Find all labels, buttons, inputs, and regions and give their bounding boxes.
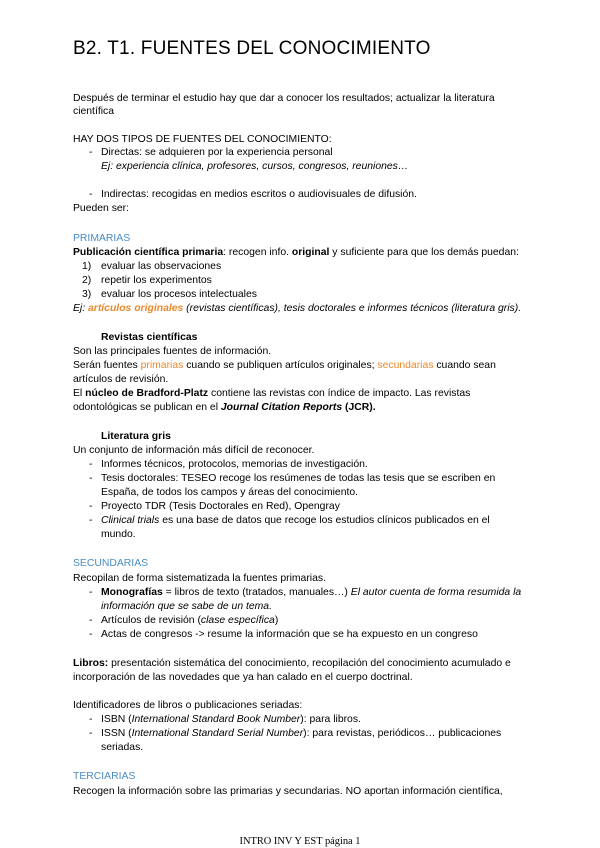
page-title: B2. T1. FUENTES DEL CONOCIMIENTO xyxy=(73,38,431,59)
directas-example: Ej: experiencia clínica, profesores, cursos, congresos, reuniones… xyxy=(101,161,409,172)
ex-highlight: artículos originales xyxy=(88,303,184,314)
identificadores-heading: Identificadores de libros o publicaciones seriadas: xyxy=(73,700,303,711)
list-item-number: 3) xyxy=(82,289,92,300)
text-span: El xyxy=(73,388,86,399)
text-span: International Standard Serial Number xyxy=(131,728,304,739)
bullet-dash: - xyxy=(89,587,93,598)
bullet-dash: - xyxy=(89,515,93,526)
text-span: International Standard Book Number xyxy=(131,714,301,725)
text-span: es una base de datos que recoge los estudios clínicos publicados en el xyxy=(159,515,490,526)
text-span: ISBN ( xyxy=(101,714,132,725)
text-span: cuando sean xyxy=(433,360,496,371)
bullet-dash: - xyxy=(89,728,93,739)
text-span: Serán fuentes xyxy=(73,360,141,371)
gris-item-4-cont: mundo. xyxy=(101,529,136,540)
secundarias-heading: SECUNDARIAS xyxy=(73,558,149,569)
bullet-dash: - xyxy=(89,714,93,725)
gris-item-2: Tesis doctorales: TESEO recoge los resúmenes de todas las tesis que se escriben en xyxy=(101,473,496,484)
bullet-dash: - xyxy=(89,189,93,200)
def-text-2: y suficiente para que los demás puedan: xyxy=(329,247,519,258)
types-heading: HAY DOS TIPOS DE FUENTES DEL CONOCIMIENTO: xyxy=(73,134,332,145)
terciarias-line-1: Recogen la información sobre las primarias y secundarias. NO aportan información científica, xyxy=(73,786,503,797)
text-span: = libros de texto (tratados, manuales…) xyxy=(162,587,351,598)
bullet-dash: - xyxy=(89,473,93,484)
revistas-line-4 xyxy=(73,387,470,401)
text-span: ): para revistas, periódicos… publicaciones xyxy=(303,728,502,739)
secundarias-highlight: secundarias xyxy=(377,360,434,371)
bradford-bold: núcleo de Bradford-Platz xyxy=(85,388,209,399)
bullet-dash: - xyxy=(89,501,93,512)
secundarias-intro: Recopilan de forma sistematizada la fuentes primarias. xyxy=(73,573,326,584)
list-item-number: 1) xyxy=(82,261,92,272)
libros-bold: Libros: xyxy=(73,658,109,669)
text-span: contiene las revistas con índice de impacto. Las revistas xyxy=(208,388,471,399)
gris-item-1: Informes técnicos, protocolos, memorias de investigación. xyxy=(101,459,368,470)
ex-rest: (revistas científicas), tesis doctorales e informes técnicos (literatura gris). xyxy=(183,303,522,314)
actas-item: Actas de congresos -> resume la información que se ha expuesto en un congreso xyxy=(101,629,478,640)
monografias-cont: información que se sabe de un tema. xyxy=(101,601,272,612)
def-bold-2: original xyxy=(291,247,330,258)
bullet-dash: - xyxy=(89,615,93,626)
def-text-1: recogen info. xyxy=(226,247,292,258)
isbn-item xyxy=(101,713,361,727)
jcr-abbr: (JCR). xyxy=(342,402,376,413)
gris-item-2-cont: España, de todos los campos y áreas del conocimiento. xyxy=(101,487,359,498)
text-span: odontológicas se publican en el xyxy=(73,402,221,413)
text-span: Artículos de revisión ( xyxy=(101,615,201,626)
monografias-item xyxy=(101,586,521,600)
directas-text: Directas: se adquieren por la experiencia personal xyxy=(101,147,333,158)
revistas-line-1: Son las principales fuentes de información. xyxy=(73,346,272,357)
jcr-title: Journal Citation Reports xyxy=(220,402,343,413)
def-colon: : xyxy=(223,247,227,258)
text-span: ISSN ( xyxy=(101,728,132,739)
revistas-line-3: artículos de revisión. xyxy=(73,374,169,385)
indirectas-text: Indirectas: recogidas en medios escritos o audiovisuales de difusión. xyxy=(101,189,417,200)
bullet-dash: - xyxy=(89,629,93,640)
bullet-dash: - xyxy=(89,459,93,470)
gris-item-4 xyxy=(101,514,490,528)
primarias-definition xyxy=(73,246,519,260)
revistas-line-5 xyxy=(73,401,376,415)
gris-heading: Literatura gris xyxy=(101,431,171,442)
text-span: presentación sistemática del conocimiento, recopilación del conocimiento acumulado e xyxy=(108,658,511,669)
terciarias-heading: TERCIARIAS xyxy=(73,771,136,782)
text-span: ) xyxy=(274,615,279,626)
monografias-bold: Monografías xyxy=(101,587,163,598)
bullet-dash: - xyxy=(89,147,93,158)
ex-prefix: Ej: xyxy=(73,303,89,314)
text-span: clase específica xyxy=(200,615,275,626)
clinical-trials: Clinical trials xyxy=(101,515,160,526)
primarias-example xyxy=(73,302,521,316)
pueden-ser-text: Pueden ser: xyxy=(73,203,130,214)
primarias-highlight: primarias xyxy=(140,360,184,371)
list-item: evaluar las observaciones xyxy=(101,261,222,272)
gris-intro: Un conjunto de información más difícil de reconocer. xyxy=(73,445,315,456)
libros-line-2: incorporación de las novedades que ya han calado en el cuerpo doctrinal. xyxy=(73,672,413,683)
list-item-number: 2) xyxy=(82,275,92,286)
issn-cont: seriadas. xyxy=(101,742,144,753)
issn-item xyxy=(101,727,501,741)
revistas-heading: Revistas científicas xyxy=(101,332,198,343)
page-footer: INTRO INV Y EST página 1 xyxy=(239,836,361,847)
libros-line-1 xyxy=(73,657,511,671)
def-bold-1: Publicación científica primaria xyxy=(73,247,224,258)
articulos-item xyxy=(101,614,278,628)
text-span: ): para libros. xyxy=(300,714,361,725)
primarias-heading: PRIMARIAS xyxy=(73,233,131,244)
list-item: repetir los experimentos xyxy=(101,275,212,286)
list-item: evaluar los procesos intelectuales xyxy=(101,289,257,300)
text-span: cuando se publiquen artículos originales; xyxy=(183,360,378,371)
revistas-line-2 xyxy=(73,359,496,373)
intro-line-1: Después de terminar el estudio hay que dar a conocer los resultados; actualizar la literatura xyxy=(73,93,495,104)
gris-item-3: Proyecto TDR (Tesis Doctorales en Red), Opengray xyxy=(101,501,340,512)
intro-line-2: científica xyxy=(73,106,115,117)
text-span: El autor cuenta de forma resumida la xyxy=(350,587,522,598)
